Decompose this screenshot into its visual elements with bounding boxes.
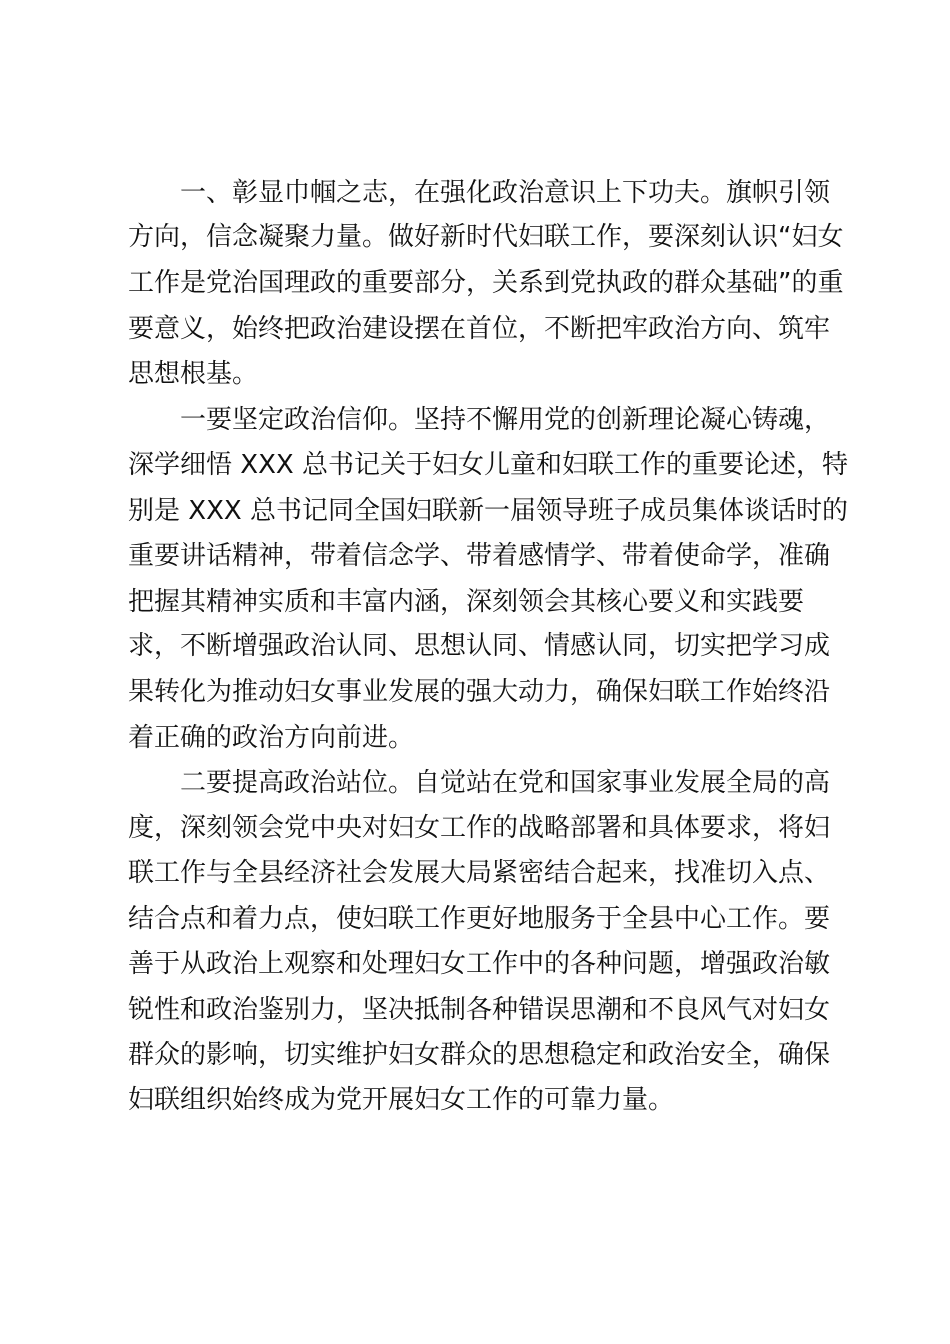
paragraph-line: 二要提高政治站位。自觉站在党和国家事业发展全局的高	[180, 768, 831, 798]
paragraph-line: 结合点和着力点，使妇联工作更好地服务于全县中心工作。要	[128, 904, 831, 934]
paragraph-line: 一要坚定政治信仰。坚持不懈用党的创新理论凝心铸魂，	[180, 405, 831, 435]
paragraph-line: 群众的影响，切实维护妇女群众的思想稳定和政治安全，确保	[128, 1040, 831, 1070]
paragraph-line: 要意义，始终把政治建设摆在首位，不断把牢政治方向、筑牢	[128, 314, 831, 344]
paragraph-line: 深学细悟 XXX 总书记关于妇女儿童和妇联工作的重要论述，特	[128, 450, 848, 480]
paragraph-line: 思想根基。	[128, 359, 259, 389]
paragraph-line: 方向，信念凝聚力量。做好新时代妇联工作，要深刻认识“妇女	[128, 222, 844, 252]
paragraph-line: 把握其精神实质和丰富内涵，深刻领会其核心要义和实践要	[128, 587, 805, 617]
paragraph-line: 一、彰显巾帼之志，在强化政治意识上下功夫。旗帜引领	[180, 178, 831, 208]
paragraph-line: 善于从政治上观察和处理妇女工作中的各种问题，增强政治敏	[128, 949, 831, 979]
paragraph-line: 果转化为推动妇女事业发展的强大动力，确保妇联工作始终沿	[128, 677, 831, 707]
paragraph-line: 重要讲话精神，带着信念学、带着感情学、带着使命学，准确	[128, 541, 831, 571]
paragraph-line: 工作是党治国理政的重要部分，关系到党执政的群众基础”的重	[128, 268, 844, 298]
paragraph-line: 求，不断增强政治认同、思想认同、情感认同，切实把学习成	[128, 631, 831, 661]
paragraph-line: 妇联组织始终成为党开展妇女工作的可靠力量。	[128, 1085, 675, 1115]
paragraph-line: 联工作与全县经济社会发展大局紧密结合起来，找准切入点、	[128, 858, 831, 888]
paragraph-line: 度，深刻领会党中央对妇女工作的战略部署和具体要求，将妇	[128, 813, 831, 843]
paragraph-line: 着正确的政治方向前进。	[128, 723, 415, 753]
paragraph-line: 锐性和政治鉴别力，坚决抵制各种错误思潮和不良风气对妇女	[128, 995, 831, 1025]
paragraph-line: 别是 XXX 总书记同全国妇联新一届领导班子成员集体谈话时的	[128, 496, 848, 526]
